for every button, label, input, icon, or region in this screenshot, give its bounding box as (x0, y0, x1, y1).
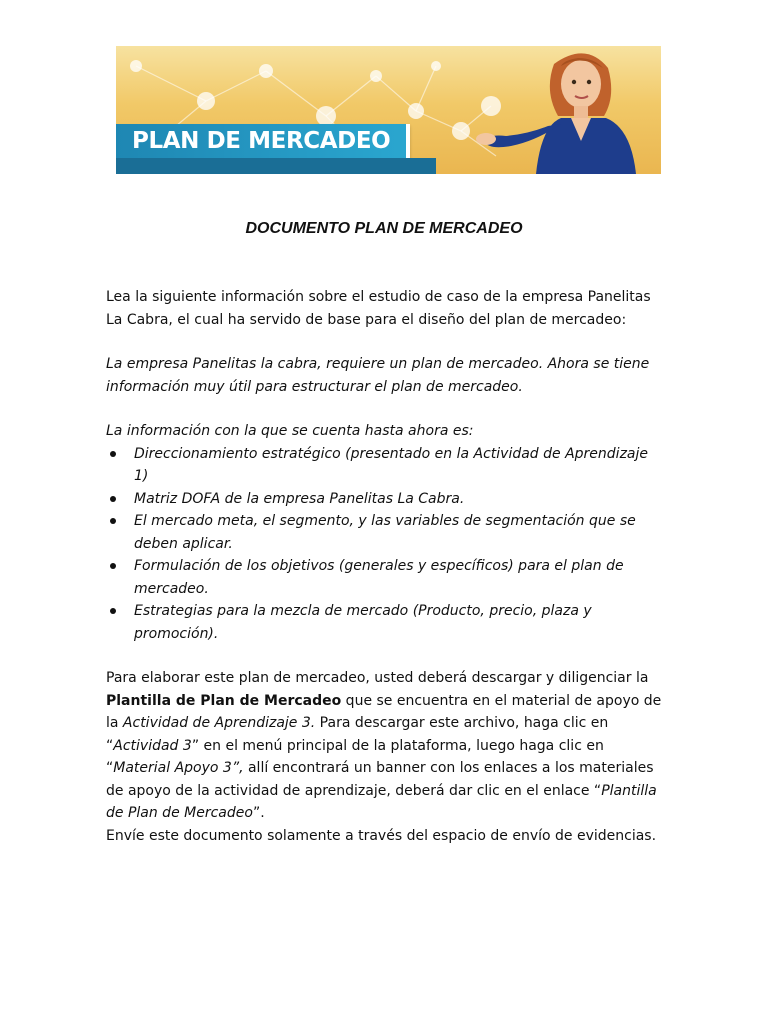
template-link-reference: Plantilla de Plan de Mercadeo (106, 782, 657, 821)
presenter-character (476, 53, 636, 174)
bullet-icon (110, 518, 116, 524)
list-item: Matriz DOFA de la empresa Panelitas La Cabra. (106, 488, 666, 511)
closing-paragraph: Envíe este documento solamente a través del espacio de envío de evidencias. (106, 827, 657, 844)
header-banner (116, 46, 661, 174)
list-intro: La información con la que se cuenta hasta ahora es: (106, 423, 474, 439)
bullet-icon (110, 451, 116, 457)
activity-reference: Actividad de Aprendizaje 3. (122, 715, 316, 731)
banner-title: PLAN DE MERCADEO (132, 128, 391, 154)
info-list (106, 443, 666, 646)
bullet-icon (110, 608, 116, 614)
list-item: Direccionamiento estratégico (presentado en la Actividad de Aprendizaje 1) (106, 443, 666, 488)
instructions-paragraph: Para elaborar este plan de mercadeo, usted deberá descargar y diligenciar la Plantilla de Plan de Mercadeo que se encuentra en el material de apoyo de la Actividad de Aprendizaje 3. Para descargar este archivo, haga clic en “Actividad 3” en el menú principal de la plataforma, luego haga clic en “Material Apoyo 3”, allí encontrará un banner con los enlaces a los materiales de apoyo de la actividad de aprendizaje, deberá dar clic en el enlace “Plantilla de Plan de Mercadeo”. (106, 670, 662, 821)
case-paragraph: La empresa Panelitas la cabra, requiere un plan de mercadeo. Ahora se tiene información muy útil para estructurar el plan de mercadeo. (106, 356, 650, 395)
document-title: DOCUMENTO PLAN DE MERCADEO (245, 220, 523, 237)
banner-sub-bar (116, 158, 436, 174)
list-item: Estrategias para la mezcla de mercado (Producto, precio, plaza y promoción). (106, 600, 666, 645)
bullet-icon (110, 563, 116, 569)
intro-paragraph: Lea la siguiente información sobre el estudio de caso de la empresa Panelitas La Cabra, el cual ha servido de base para el diseño del plan de mercadeo: (106, 289, 651, 328)
list-item: Formulación de los objetivos (generales y específicos) para el plan de mercadeo. (106, 555, 666, 600)
document-body (106, 286, 666, 847)
template-name: Plantilla de Plan de Mercadeo (106, 692, 342, 709)
material-reference: Material Apoyo 3”, (113, 760, 244, 776)
bullet-icon (110, 496, 116, 502)
list-item: El mercado meta, el segmento, y las variables de segmentación que se deben aplicar. (106, 510, 666, 555)
activity-3-reference: Actividad 3 (113, 737, 192, 754)
